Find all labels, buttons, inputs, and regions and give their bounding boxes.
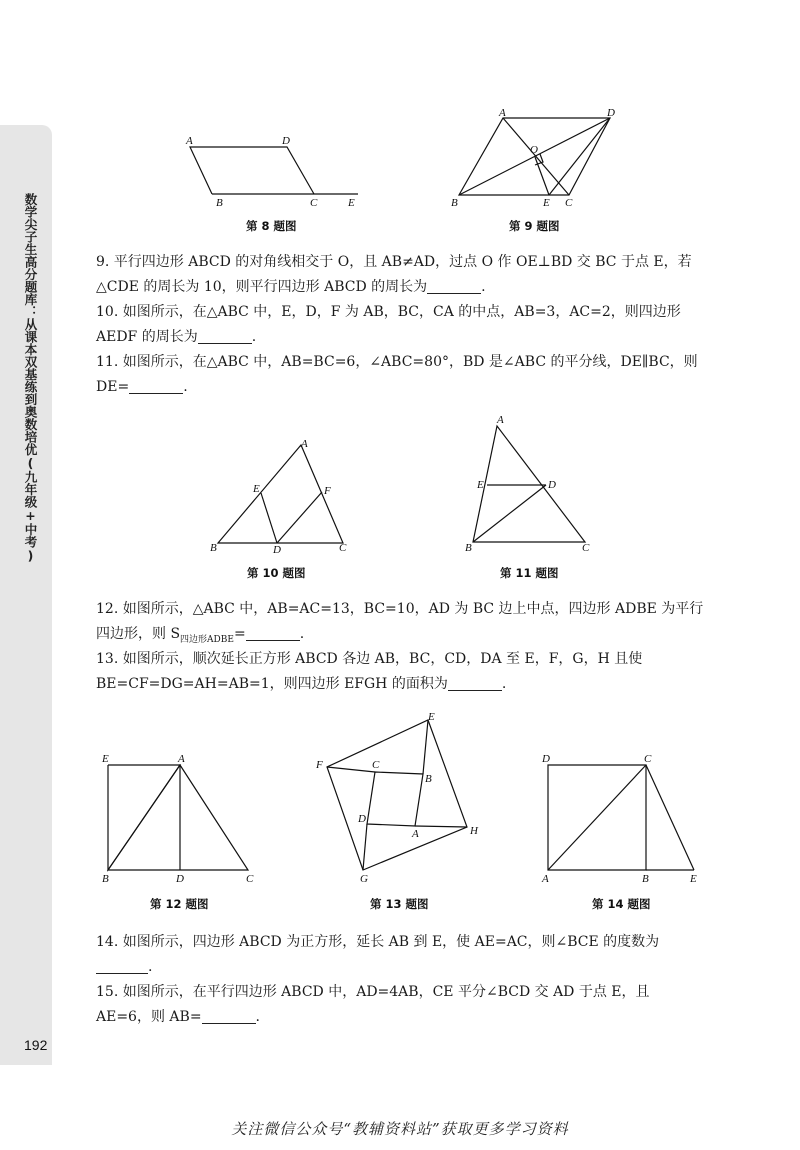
q15-text: 15. 如图所示，在平行四边形 ABCD 中，AD=4AB，CE 平分∠BCD 交 AD 于点 E，且 AE=6，则 AB= [96, 984, 650, 1025]
question-14 [96, 930, 708, 980]
q12-answer-blank[interactable] [246, 626, 300, 641]
fig11-label-B: B [465, 542, 472, 554]
q12-equals: = [233, 626, 246, 642]
q10-text: 10. 如图所示，在△ABC 中，E，D，F 为 AB，BC，CA 的中点，AB=3，AC=2，则四边形 AEDF 的周长为 [96, 304, 681, 345]
fig10-label-A: A [301, 438, 308, 450]
figure-12 [100, 750, 260, 885]
fig8-caption: 第 8 题图 [246, 219, 297, 233]
figure-9 [445, 107, 625, 210]
q13-text: 13. 如图所示，顺次延长正方形 ABCD 各边 AB，BC，CD，DA 至 E，F，G，H 且使 BE=CF=DG=AH=AB=1，则四边形 EFGH 的面积为 [96, 651, 643, 692]
q13-end: . [501, 676, 507, 692]
fig13-label-E: E [428, 711, 435, 723]
figure-11 [460, 412, 600, 557]
fig13-label-F: F [316, 759, 323, 771]
fig11-label-A: A [497, 414, 504, 426]
fig8-label-A: A [186, 135, 193, 147]
fig10-label-C: C [339, 542, 347, 554]
fig9-label-D: D [607, 107, 615, 119]
fig13-label-H: H [470, 825, 478, 837]
fig14-label-B: B [642, 873, 649, 885]
fig13-label-D: D [358, 813, 366, 825]
q11-answer-blank[interactable] [129, 379, 183, 394]
fig9-caption: 第 9 题图 [509, 219, 560, 233]
fig9-label-B: B [451, 197, 458, 209]
fig9-label-O: O [530, 144, 538, 156]
fig14-label-A: A [542, 873, 549, 885]
q15-answer-blank[interactable] [202, 1009, 256, 1024]
question-15 [96, 980, 708, 1030]
fig10-label-F: F [324, 485, 331, 497]
q9-text: 9. 平行四边形 ABCD 的对角线相交于 O，且 AB≠AD，过点 O 作 OE⊥BD 交 BC 于点 E，若△CDE 的周长为 10，则平行四边形 ABCD 的周长为 [96, 254, 692, 295]
figure-8 [180, 130, 370, 210]
fig8-label-D: D [282, 135, 290, 147]
fig13-label-G: G [360, 873, 368, 885]
fig12-label-E: E [102, 753, 109, 765]
fig11-label-E: E [477, 479, 484, 491]
fig13-caption: 第 13 题图 [370, 897, 429, 911]
fig12-label-D: D [176, 873, 184, 885]
fig8-label-B: B [216, 197, 223, 209]
figure-13 [310, 710, 490, 885]
fig8-label-E: E [348, 197, 355, 209]
q10-end: . [251, 329, 257, 345]
fig11-caption: 第 11 题图 [500, 566, 559, 580]
question-9 [96, 250, 708, 300]
fig13-label-A: A [412, 828, 419, 840]
q13-answer-blank[interactable] [448, 676, 502, 691]
page-number: 192 [24, 1037, 48, 1053]
fig14-label-C: C [644, 753, 652, 765]
question-13 [96, 647, 708, 697]
fig13-label-B: B [425, 773, 432, 785]
q14-answer-blank[interactable] [96, 959, 148, 974]
fig13-label-C: C [372, 759, 380, 771]
fig12-label-A: A [178, 753, 185, 765]
fig11-label-C: C [582, 542, 590, 554]
q12-subscript: 四边形ADBE [180, 634, 234, 645]
fig14-caption: 第 14 题图 [592, 897, 651, 911]
fig9-label-A: A [499, 107, 506, 119]
q9-end: . [481, 279, 486, 295]
fig8-label-C: C [310, 197, 318, 209]
q11-text: 11. 如图所示，在△ABC 中，AB=BC=6，∠ABC=80°，BD 是∠ABC 的平分线，DE∥BC，则 DE= [96, 354, 698, 395]
q12-end: . [299, 626, 305, 642]
fig9-label-C: C [565, 197, 573, 209]
fig10-label-B: B [210, 542, 217, 554]
fig14-label-E: E [690, 873, 697, 885]
fig14-label-D: D [542, 753, 550, 765]
q11-end: . [183, 379, 188, 395]
question-12 [96, 597, 708, 653]
q12-text: 12. 如图所示，△ABC 中，AB=AC=13，BC=10，AD 为 BC 边上中点，四边形 ADBE 为平行四边形，则 S [96, 601, 704, 642]
q14-text: 14. 如图所示，四边形 ABCD 为正方形，延长 AB 到 E，使 AE=AC，则∠BCE 的度数为 [96, 934, 660, 950]
q10-answer-blank[interactable] [198, 329, 252, 344]
book-title-vertical: 数学尖子生高分题库：从课本双基练到奥数培优(九年级+中考) [23, 193, 38, 563]
fig12-label-B: B [102, 873, 109, 885]
footer-watermark: 关注微信公众号“教辅资料站”获取更多学习资料 [231, 1120, 569, 1138]
q9-answer-blank[interactable] [427, 279, 481, 294]
question-11 [96, 350, 708, 400]
fig11-label-D: D [548, 479, 556, 491]
fig10-label-D: D [273, 544, 281, 556]
fig10-label-E: E [253, 483, 260, 495]
question-10 [96, 300, 708, 350]
q14-end: . [148, 959, 153, 975]
fig12-label-C: C [246, 873, 254, 885]
fig12-caption: 第 12 题图 [150, 897, 209, 911]
fig9-label-E: E [543, 197, 550, 209]
figure-10 [205, 435, 360, 560]
q15-end: . [255, 1009, 260, 1025]
fig10-caption: 第 10 题图 [247, 566, 306, 580]
figure-14 [540, 750, 705, 885]
